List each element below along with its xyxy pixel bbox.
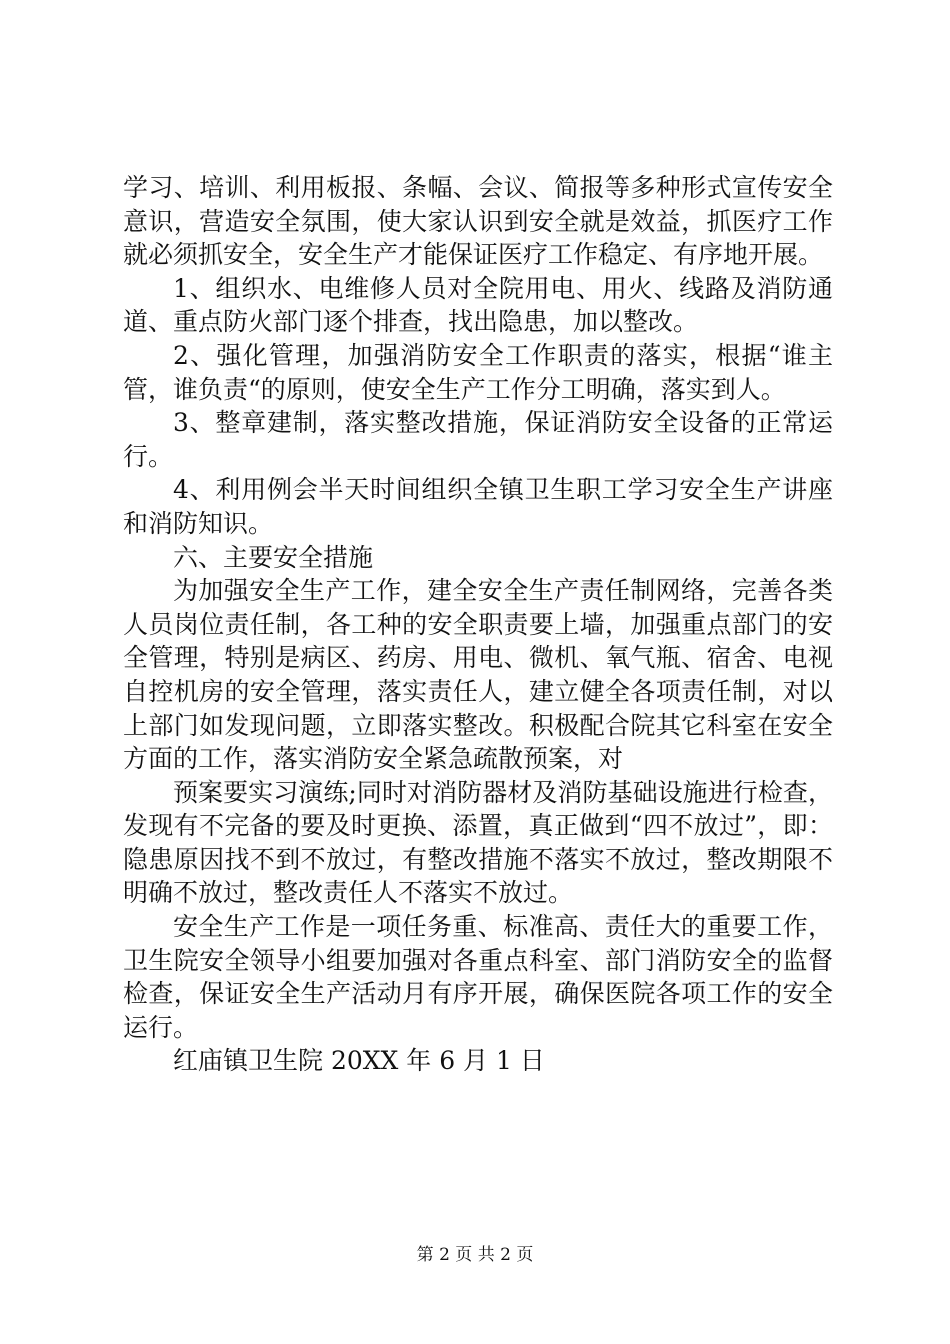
paragraph-item-4: 4、利用例会半天时间组织全镇卫生职工学习安全生产讲座和消防知识。 (123, 475, 833, 538)
paragraph-intro: 学习、培训、利用板报、条幅、会议、简报等多种形式宣传安全意识，营造安全氛围，使大家认识到安全就是效益，抓医疗工作就必须抓安全，安全生产才能保证医疗工作稳定、有序地开展。 (123, 173, 833, 270)
paragraph-conclusion: 安全生产工作是一项任务重、标准高、责任大的重要工作，卫生院安全领导小组要加强对各重点科室、部门消防安全的监督检查，保证安全生产活动月有序开展，确保医院各项工作的安全运行。 (123, 912, 833, 1042)
paragraph-item-2: 2、强化管理，加强消防安全工作职责的落实，根据“谁主管，谁负责“的原则，使安全生产工作分工明确，落实到人。 (123, 340, 833, 404)
document-body (123, 171, 833, 1078)
paragraph-measures: 为加强安全生产工作，建全安全生产责任制网络，完善各类人员岗位责任制，各工种的安全职责要上墙，加强重点部门的安全管理，特别是病区、药房、用电、微机、氧气瓶、宿舍、电视自控机房的安全管理，落实责任人，建立健全各项责任制，对以上部门如发现问题，立即落实整改。积极配合院其它科室在安全方面的工作，落实消防安全紧急疏散预案，对 (123, 576, 833, 774)
paragraph-drills: 预案要实习演练;同时对消防器材及消防基础设施进行检查，发现有不完备的要及时更换、添置，真正做到“四不放过”，即：隐患原因找不到不放过，有整改措施不落实不放过，整改期限不明确不放过，整改责任人不落实不放过。 (123, 777, 833, 908)
section-heading-main-measures: 六、主要安全措施 (173, 542, 374, 572)
paragraph-item-1: 1、组织水、电维修人员对全院用电、用火、线路及消防通道、重点防火部门逐个排查，找出隐患，加以整改。 (123, 273, 833, 337)
signature-line: 红庙镇卫生院 20XX 年 6 月 1 日 (173, 1046, 545, 1076)
page-footer: 第 2 页 共 2 页 (416, 1245, 534, 1265)
paragraph-item-3: 3、整章建制，落实整改措施，保证消防安全设备的正常运行。 (123, 408, 833, 471)
